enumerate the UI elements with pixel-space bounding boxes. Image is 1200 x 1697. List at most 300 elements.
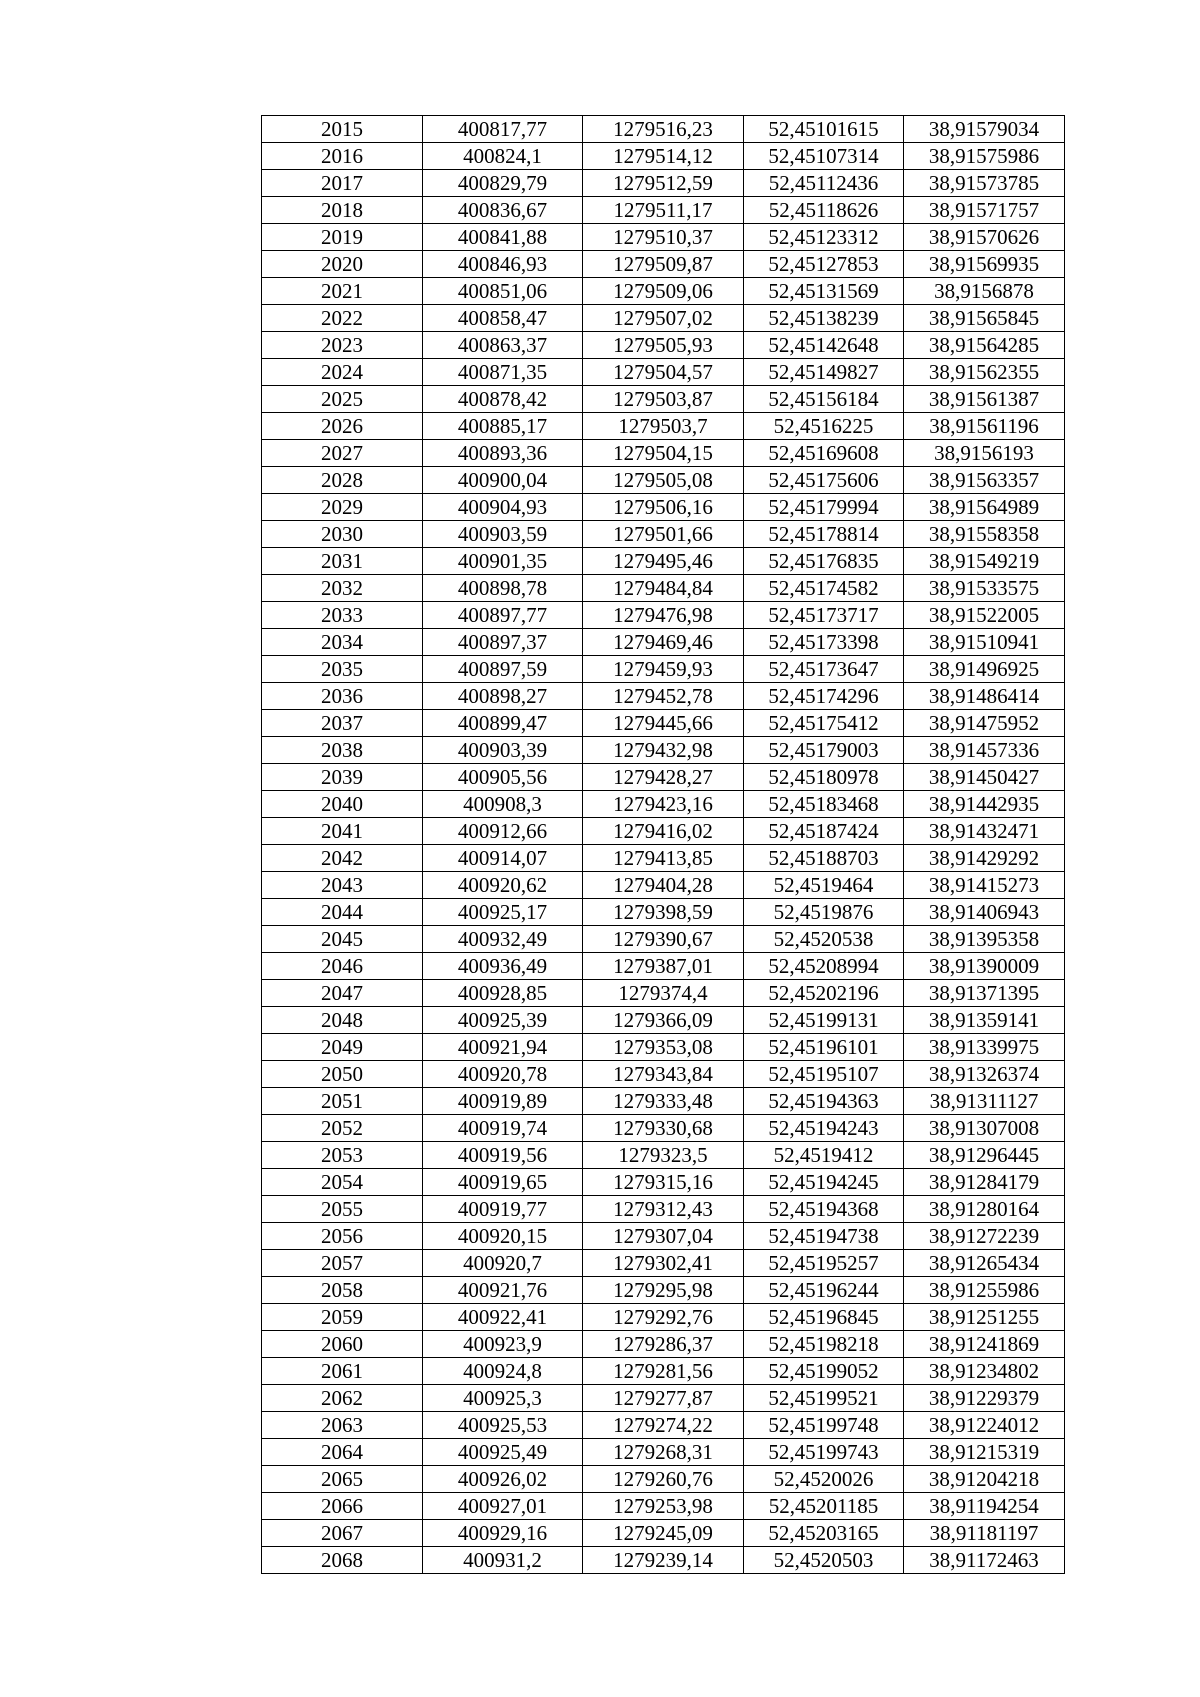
longitude-cell: 38,9156878 (904, 278, 1065, 305)
longitude-cell: 38,91284179 (904, 1169, 1065, 1196)
longitude-cell: 38,91475952 (904, 710, 1065, 737)
longitude-cell: 38,91579034 (904, 116, 1065, 143)
point-number-cell: 2028 (262, 467, 423, 494)
point-number-cell: 2039 (262, 764, 423, 791)
table-row (262, 683, 1065, 710)
point-number-cell: 2044 (262, 899, 423, 926)
x-coordinate-cell: 400897,77 (423, 602, 583, 629)
table-row (262, 926, 1065, 953)
point-number-cell: 2048 (262, 1007, 423, 1034)
y-coordinate-cell: 1279416,02 (583, 818, 744, 845)
latitude-cell: 52,45183468 (744, 791, 904, 818)
y-coordinate-cell: 1279459,93 (583, 656, 744, 683)
y-coordinate-cell: 1279506,16 (583, 494, 744, 521)
y-coordinate-cell: 1279469,46 (583, 629, 744, 656)
coordinates-table-body (262, 116, 1065, 1574)
x-coordinate-cell: 400897,59 (423, 656, 583, 683)
longitude-cell: 38,91569935 (904, 251, 1065, 278)
y-coordinate-cell: 1279413,85 (583, 845, 744, 872)
table-row (262, 224, 1065, 251)
longitude-cell: 38,91307008 (904, 1115, 1065, 1142)
longitude-cell: 38,91561196 (904, 413, 1065, 440)
latitude-cell: 52,4519464 (744, 872, 904, 899)
point-number-cell: 2054 (262, 1169, 423, 1196)
x-coordinate-cell: 400919,65 (423, 1169, 583, 1196)
x-coordinate-cell: 400929,16 (423, 1520, 583, 1547)
longitude-cell: 38,91194254 (904, 1493, 1065, 1520)
x-coordinate-cell: 400858,47 (423, 305, 583, 332)
longitude-cell: 38,91229379 (904, 1385, 1065, 1412)
longitude-cell: 38,91251255 (904, 1304, 1065, 1331)
longitude-cell: 38,91533575 (904, 575, 1065, 602)
longitude-cell: 38,91390009 (904, 953, 1065, 980)
latitude-cell: 52,45194245 (744, 1169, 904, 1196)
latitude-cell: 52,45179994 (744, 494, 904, 521)
table-row (262, 116, 1065, 143)
point-number-cell: 2030 (262, 521, 423, 548)
longitude-cell: 38,91522005 (904, 602, 1065, 629)
y-coordinate-cell: 1279268,31 (583, 1439, 744, 1466)
latitude-cell: 52,45196845 (744, 1304, 904, 1331)
y-coordinate-cell: 1279295,98 (583, 1277, 744, 1304)
latitude-cell: 52,4520503 (744, 1547, 904, 1574)
longitude-cell: 38,91326374 (904, 1061, 1065, 1088)
y-coordinate-cell: 1279423,16 (583, 791, 744, 818)
y-coordinate-cell: 1279292,76 (583, 1304, 744, 1331)
y-coordinate-cell: 1279398,59 (583, 899, 744, 926)
y-coordinate-cell: 1279323,5 (583, 1142, 744, 1169)
x-coordinate-cell: 400914,07 (423, 845, 583, 872)
latitude-cell: 52,45196244 (744, 1277, 904, 1304)
x-coordinate-cell: 400901,35 (423, 548, 583, 575)
x-coordinate-cell: 400925,3 (423, 1385, 583, 1412)
y-coordinate-cell: 1279387,01 (583, 953, 744, 980)
latitude-cell: 52,4516225 (744, 413, 904, 440)
latitude-cell: 52,45199052 (744, 1358, 904, 1385)
y-coordinate-cell: 1279353,08 (583, 1034, 744, 1061)
x-coordinate-cell: 400925,53 (423, 1412, 583, 1439)
longitude-cell: 38,91255986 (904, 1277, 1065, 1304)
longitude-cell: 38,91549219 (904, 548, 1065, 575)
table-row (262, 143, 1065, 170)
table-row (262, 1331, 1065, 1358)
longitude-cell: 38,91564989 (904, 494, 1065, 521)
latitude-cell: 52,45174296 (744, 683, 904, 710)
y-coordinate-cell: 1279312,43 (583, 1196, 744, 1223)
longitude-cell: 38,91562355 (904, 359, 1065, 386)
x-coordinate-cell: 400932,49 (423, 926, 583, 953)
latitude-cell: 52,45178814 (744, 521, 904, 548)
x-coordinate-cell: 400927,01 (423, 1493, 583, 1520)
table-row (262, 1277, 1065, 1304)
y-coordinate-cell: 1279239,14 (583, 1547, 744, 1574)
y-coordinate-cell: 1279511,17 (583, 197, 744, 224)
y-coordinate-cell: 1279374,4 (583, 980, 744, 1007)
x-coordinate-cell: 400829,79 (423, 170, 583, 197)
table-row (262, 170, 1065, 197)
table-row (262, 818, 1065, 845)
x-coordinate-cell: 400921,76 (423, 1277, 583, 1304)
latitude-cell: 52,45149827 (744, 359, 904, 386)
point-number-cell: 2031 (262, 548, 423, 575)
point-number-cell: 2024 (262, 359, 423, 386)
x-coordinate-cell: 400920,7 (423, 1250, 583, 1277)
point-number-cell: 2040 (262, 791, 423, 818)
point-number-cell: 2067 (262, 1520, 423, 1547)
longitude-cell: 38,91510941 (904, 629, 1065, 656)
y-coordinate-cell: 1279514,12 (583, 143, 744, 170)
longitude-cell: 38,91415273 (904, 872, 1065, 899)
x-coordinate-cell: 400871,35 (423, 359, 583, 386)
table-row (262, 1196, 1065, 1223)
table-row (262, 1520, 1065, 1547)
table-row (262, 1088, 1065, 1115)
point-number-cell: 2041 (262, 818, 423, 845)
latitude-cell: 52,45175412 (744, 710, 904, 737)
table-row (262, 629, 1065, 656)
table-row (262, 440, 1065, 467)
longitude-cell: 38,91296445 (904, 1142, 1065, 1169)
x-coordinate-cell: 400900,04 (423, 467, 583, 494)
point-number-cell: 2038 (262, 737, 423, 764)
table-row (262, 278, 1065, 305)
longitude-cell: 38,91265434 (904, 1250, 1065, 1277)
y-coordinate-cell: 1279509,06 (583, 278, 744, 305)
table-row (262, 197, 1065, 224)
x-coordinate-cell: 400925,49 (423, 1439, 583, 1466)
x-coordinate-cell: 400919,56 (423, 1142, 583, 1169)
latitude-cell: 52,45173398 (744, 629, 904, 656)
longitude-cell: 38,91457336 (904, 737, 1065, 764)
point-number-cell: 2062 (262, 1385, 423, 1412)
latitude-cell: 52,45142648 (744, 332, 904, 359)
latitude-cell: 52,45101615 (744, 116, 904, 143)
point-number-cell: 2057 (262, 1250, 423, 1277)
point-number-cell: 2059 (262, 1304, 423, 1331)
longitude-cell: 38,91204218 (904, 1466, 1065, 1493)
table-row (262, 737, 1065, 764)
point-number-cell: 2032 (262, 575, 423, 602)
x-coordinate-cell: 400931,2 (423, 1547, 583, 1574)
latitude-cell: 52,45199748 (744, 1412, 904, 1439)
longitude-cell: 38,91570626 (904, 224, 1065, 251)
x-coordinate-cell: 400921,94 (423, 1034, 583, 1061)
table-row (262, 467, 1065, 494)
latitude-cell: 52,4519876 (744, 899, 904, 926)
longitude-cell: 38,91558358 (904, 521, 1065, 548)
x-coordinate-cell: 400903,39 (423, 737, 583, 764)
table-row (262, 1385, 1065, 1412)
y-coordinate-cell: 1279501,66 (583, 521, 744, 548)
x-coordinate-cell: 400841,88 (423, 224, 583, 251)
y-coordinate-cell: 1279452,78 (583, 683, 744, 710)
x-coordinate-cell: 400846,93 (423, 251, 583, 278)
coordinates-table (261, 115, 1065, 1574)
y-coordinate-cell: 1279476,98 (583, 602, 744, 629)
table-row (262, 548, 1065, 575)
latitude-cell: 52,45195107 (744, 1061, 904, 1088)
table-row (262, 899, 1065, 926)
latitude-cell: 52,45179003 (744, 737, 904, 764)
longitude-cell: 38,91442935 (904, 791, 1065, 818)
y-coordinate-cell: 1279253,98 (583, 1493, 744, 1520)
point-number-cell: 2016 (262, 143, 423, 170)
point-number-cell: 2053 (262, 1142, 423, 1169)
y-coordinate-cell: 1279503,87 (583, 386, 744, 413)
table-row (262, 872, 1065, 899)
longitude-cell: 38,91371395 (904, 980, 1065, 1007)
latitude-cell: 52,45199743 (744, 1439, 904, 1466)
longitude-cell: 38,91563357 (904, 467, 1065, 494)
x-coordinate-cell: 400908,3 (423, 791, 583, 818)
table-row (262, 1304, 1065, 1331)
table-row (262, 494, 1065, 521)
latitude-cell: 52,45127853 (744, 251, 904, 278)
table-row (262, 1142, 1065, 1169)
x-coordinate-cell: 400922,41 (423, 1304, 583, 1331)
x-coordinate-cell: 400903,59 (423, 521, 583, 548)
point-number-cell: 2056 (262, 1223, 423, 1250)
point-number-cell: 2061 (262, 1358, 423, 1385)
x-coordinate-cell: 400919,74 (423, 1115, 583, 1142)
table-row (262, 602, 1065, 629)
latitude-cell: 52,45180978 (744, 764, 904, 791)
table-row (262, 332, 1065, 359)
table-row (262, 1547, 1065, 1574)
x-coordinate-cell: 400926,02 (423, 1466, 583, 1493)
y-coordinate-cell: 1279432,98 (583, 737, 744, 764)
point-number-cell: 2064 (262, 1439, 423, 1466)
x-coordinate-cell: 400925,17 (423, 899, 583, 926)
longitude-cell: 38,91432471 (904, 818, 1065, 845)
longitude-cell: 38,91565845 (904, 305, 1065, 332)
y-coordinate-cell: 1279333,48 (583, 1088, 744, 1115)
latitude-cell: 52,4519412 (744, 1142, 904, 1169)
table-row (262, 1223, 1065, 1250)
x-coordinate-cell: 400897,37 (423, 629, 583, 656)
point-number-cell: 2025 (262, 386, 423, 413)
latitude-cell: 52,45173717 (744, 602, 904, 629)
latitude-cell: 52,45203165 (744, 1520, 904, 1547)
point-number-cell: 2066 (262, 1493, 423, 1520)
latitude-cell: 52,45176835 (744, 548, 904, 575)
y-coordinate-cell: 1279260,76 (583, 1466, 744, 1493)
table-row (262, 1493, 1065, 1520)
y-coordinate-cell: 1279510,37 (583, 224, 744, 251)
y-coordinate-cell: 1279390,67 (583, 926, 744, 953)
table-row (262, 1358, 1065, 1385)
table-row (262, 1115, 1065, 1142)
table-row (262, 953, 1065, 980)
longitude-cell: 38,91224012 (904, 1412, 1065, 1439)
x-coordinate-cell: 400851,06 (423, 278, 583, 305)
latitude-cell: 52,45131569 (744, 278, 904, 305)
x-coordinate-cell: 400920,15 (423, 1223, 583, 1250)
table-row (262, 1061, 1065, 1088)
point-number-cell: 2045 (262, 926, 423, 953)
latitude-cell: 52,45156184 (744, 386, 904, 413)
y-coordinate-cell: 1279245,09 (583, 1520, 744, 1547)
latitude-cell: 52,45195257 (744, 1250, 904, 1277)
point-number-cell: 2021 (262, 278, 423, 305)
longitude-cell: 38,91280164 (904, 1196, 1065, 1223)
x-coordinate-cell: 400893,36 (423, 440, 583, 467)
point-number-cell: 2060 (262, 1331, 423, 1358)
y-coordinate-cell: 1279277,87 (583, 1385, 744, 1412)
longitude-cell: 38,91215319 (904, 1439, 1065, 1466)
longitude-cell: 38,91406943 (904, 899, 1065, 926)
table-row (262, 656, 1065, 683)
latitude-cell: 52,45187424 (744, 818, 904, 845)
latitude-cell: 52,45199521 (744, 1385, 904, 1412)
point-number-cell: 2037 (262, 710, 423, 737)
y-coordinate-cell: 1279516,23 (583, 116, 744, 143)
latitude-cell: 52,45208994 (744, 953, 904, 980)
y-coordinate-cell: 1279330,68 (583, 1115, 744, 1142)
table-row (262, 1412, 1065, 1439)
point-number-cell: 2043 (262, 872, 423, 899)
table-row (262, 359, 1065, 386)
longitude-cell: 38,91359141 (904, 1007, 1065, 1034)
point-number-cell: 2063 (262, 1412, 423, 1439)
latitude-cell: 52,45194363 (744, 1088, 904, 1115)
x-coordinate-cell: 400898,78 (423, 575, 583, 602)
y-coordinate-cell: 1279274,22 (583, 1412, 744, 1439)
longitude-cell: 38,91339975 (904, 1034, 1065, 1061)
y-coordinate-cell: 1279286,37 (583, 1331, 744, 1358)
point-number-cell: 2047 (262, 980, 423, 1007)
y-coordinate-cell: 1279428,27 (583, 764, 744, 791)
longitude-cell: 38,91561387 (904, 386, 1065, 413)
latitude-cell: 52,45169608 (744, 440, 904, 467)
point-number-cell: 2068 (262, 1547, 423, 1574)
x-coordinate-cell: 400923,9 (423, 1331, 583, 1358)
table-row (262, 1439, 1065, 1466)
point-number-cell: 2026 (262, 413, 423, 440)
point-number-cell: 2027 (262, 440, 423, 467)
latitude-cell: 52,45194243 (744, 1115, 904, 1142)
y-coordinate-cell: 1279343,84 (583, 1061, 744, 1088)
y-coordinate-cell: 1279512,59 (583, 170, 744, 197)
table-row (262, 764, 1065, 791)
x-coordinate-cell: 400920,78 (423, 1061, 583, 1088)
y-coordinate-cell: 1279504,57 (583, 359, 744, 386)
x-coordinate-cell: 400912,66 (423, 818, 583, 845)
table-row (262, 791, 1065, 818)
y-coordinate-cell: 1279507,02 (583, 305, 744, 332)
y-coordinate-cell: 1279302,41 (583, 1250, 744, 1277)
latitude-cell: 52,45107314 (744, 143, 904, 170)
table-row (262, 1034, 1065, 1061)
table-row (262, 251, 1065, 278)
point-number-cell: 2042 (262, 845, 423, 872)
longitude-cell: 38,91395358 (904, 926, 1065, 953)
point-number-cell: 2055 (262, 1196, 423, 1223)
latitude-cell: 52,45174582 (744, 575, 904, 602)
y-coordinate-cell: 1279315,16 (583, 1169, 744, 1196)
latitude-cell: 52,45112436 (744, 170, 904, 197)
x-coordinate-cell: 400920,62 (423, 872, 583, 899)
y-coordinate-cell: 1279505,93 (583, 332, 744, 359)
point-number-cell: 2050 (262, 1061, 423, 1088)
point-number-cell: 2022 (262, 305, 423, 332)
point-number-cell: 2034 (262, 629, 423, 656)
x-coordinate-cell: 400863,37 (423, 332, 583, 359)
latitude-cell: 52,4520538 (744, 926, 904, 953)
x-coordinate-cell: 400824,1 (423, 143, 583, 170)
y-coordinate-cell: 1279445,66 (583, 710, 744, 737)
x-coordinate-cell: 400899,47 (423, 710, 583, 737)
longitude-cell: 38,91429292 (904, 845, 1065, 872)
latitude-cell: 52,45198218 (744, 1331, 904, 1358)
point-number-cell: 2058 (262, 1277, 423, 1304)
x-coordinate-cell: 400924,8 (423, 1358, 583, 1385)
point-number-cell: 2036 (262, 683, 423, 710)
table-row (262, 386, 1065, 413)
latitude-cell: 52,45202196 (744, 980, 904, 1007)
longitude-cell: 38,91575986 (904, 143, 1065, 170)
y-coordinate-cell: 1279404,28 (583, 872, 744, 899)
point-number-cell: 2017 (262, 170, 423, 197)
table-row (262, 1007, 1065, 1034)
longitude-cell: 38,91311127 (904, 1088, 1065, 1115)
table-row (262, 521, 1065, 548)
longitude-cell: 38,9156193 (904, 440, 1065, 467)
point-number-cell: 2046 (262, 953, 423, 980)
point-number-cell: 2033 (262, 602, 423, 629)
longitude-cell: 38,91450427 (904, 764, 1065, 791)
latitude-cell: 52,45138239 (744, 305, 904, 332)
x-coordinate-cell: 400928,85 (423, 980, 583, 1007)
point-number-cell: 2029 (262, 494, 423, 521)
latitude-cell: 52,4520026 (744, 1466, 904, 1493)
latitude-cell: 52,45123312 (744, 224, 904, 251)
table-row (262, 305, 1065, 332)
y-coordinate-cell: 1279503,7 (583, 413, 744, 440)
x-coordinate-cell: 400898,27 (423, 683, 583, 710)
point-number-cell: 2035 (262, 656, 423, 683)
longitude-cell: 38,91571757 (904, 197, 1065, 224)
latitude-cell: 52,45118626 (744, 197, 904, 224)
y-coordinate-cell: 1279366,09 (583, 1007, 744, 1034)
y-coordinate-cell: 1279495,46 (583, 548, 744, 575)
x-coordinate-cell: 400936,49 (423, 953, 583, 980)
x-coordinate-cell: 400817,77 (423, 116, 583, 143)
latitude-cell: 52,45173647 (744, 656, 904, 683)
table-row (262, 980, 1065, 1007)
y-coordinate-cell: 1279484,84 (583, 575, 744, 602)
point-number-cell: 2019 (262, 224, 423, 251)
point-number-cell: 2049 (262, 1034, 423, 1061)
longitude-cell: 38,91172463 (904, 1547, 1065, 1574)
x-coordinate-cell: 400885,17 (423, 413, 583, 440)
point-number-cell: 2052 (262, 1115, 423, 1142)
longitude-cell: 38,91564285 (904, 332, 1065, 359)
point-number-cell: 2065 (262, 1466, 423, 1493)
latitude-cell: 52,45201185 (744, 1493, 904, 1520)
longitude-cell: 38,91573785 (904, 170, 1065, 197)
point-number-cell: 2051 (262, 1088, 423, 1115)
latitude-cell: 52,45188703 (744, 845, 904, 872)
longitude-cell: 38,91272239 (904, 1223, 1065, 1250)
latitude-cell: 52,45199131 (744, 1007, 904, 1034)
longitude-cell: 38,91496925 (904, 656, 1065, 683)
table-row (262, 710, 1065, 737)
longitude-cell: 38,91486414 (904, 683, 1065, 710)
x-coordinate-cell: 400905,56 (423, 764, 583, 791)
y-coordinate-cell: 1279504,15 (583, 440, 744, 467)
y-coordinate-cell: 1279307,04 (583, 1223, 744, 1250)
